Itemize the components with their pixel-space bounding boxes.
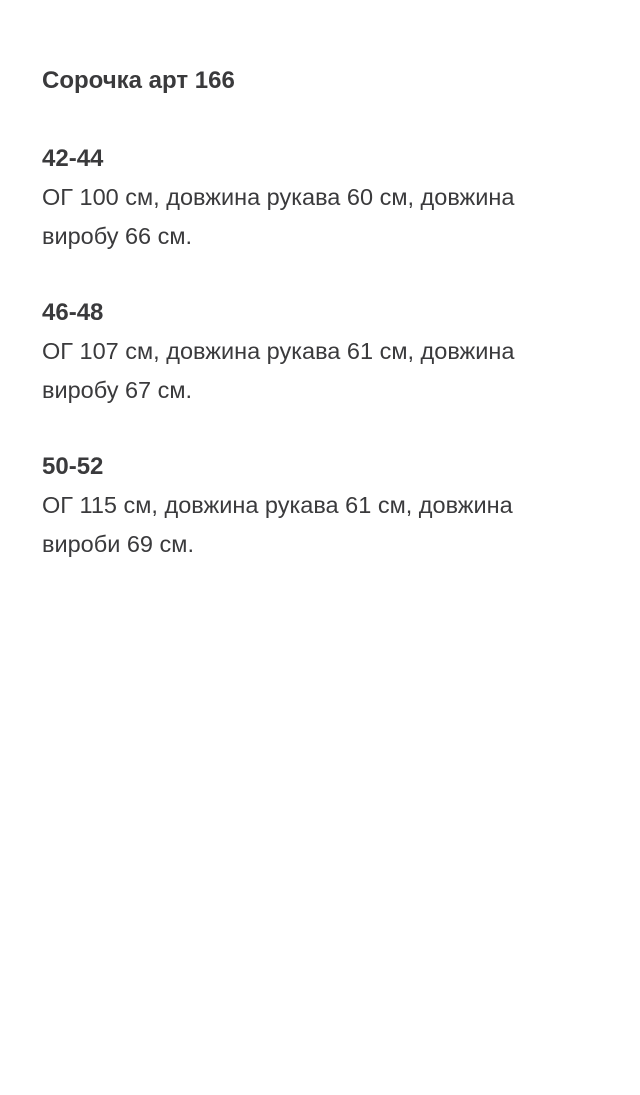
note-title: Сорочка арт 166: [42, 67, 235, 94]
size-description-line: виробу 67 см.: [42, 377, 193, 403]
size-block-50-52: [42, 448, 602, 564]
size-range-label: 50-52: [42, 453, 104, 480]
size-description-line: виробу 66 см.: [42, 223, 193, 249]
size-block-46-48: [42, 294, 602, 410]
size-range-label: 42-44: [42, 145, 104, 172]
note-body[interactable]: [42, 62, 602, 602]
size-block-42-44: [42, 140, 602, 256]
size-description-line: вироби 69 см.: [42, 531, 194, 557]
size-description-line: ОГ 107 см, довжина рукава 61 см, довжина: [42, 338, 515, 364]
size-description-line: ОГ 115 см, довжина рукава 61 см, довжина: [42, 492, 513, 518]
size-range-label: 46-48: [42, 299, 104, 326]
size-description-line: ОГ 100 см, довжина рукава 60 см, довжина: [42, 184, 515, 210]
